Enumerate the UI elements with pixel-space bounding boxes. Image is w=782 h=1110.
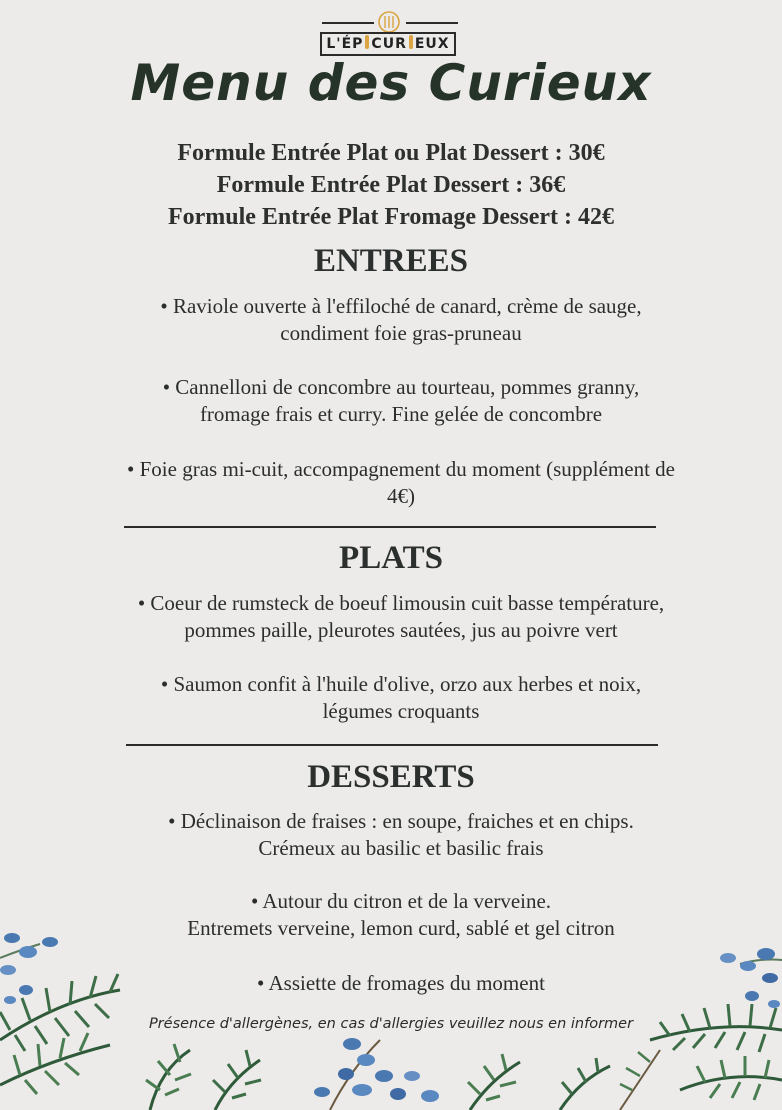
restaurant-logo <box>320 10 460 60</box>
menu-item-line: • Autour du citron et de la verveine. <box>250 889 552 913</box>
center-berries-icon <box>314 1038 610 1110</box>
formule-1: Formule Entrée Plat ou Plat Dessert : 30€ <box>177 140 605 166</box>
section-divider <box>126 744 658 746</box>
menu-item-line: • Coeur de rumsteck de boeuf limousin cuit basse température, <box>137 591 665 615</box>
menu-item-line: pommes paille, pleurotes sautées, jus au poivre vert <box>184 618 618 642</box>
menu-item-dessert-3 <box>60 970 742 997</box>
wheat-icon <box>409 35 413 49</box>
allergen-notice: Présence d'allergènes, en cas d'allergies veuillez nous en informer <box>148 1016 634 1032</box>
menu-item-line: • Saumon confit à l'huile d'olive, orzo aux herbes et noix, <box>160 672 642 696</box>
section-title-entrees: ENTREES <box>313 243 469 279</box>
logo-wordmark <box>320 32 456 56</box>
menu-title: Menu des Curieux <box>130 54 652 112</box>
section-divider <box>124 526 656 528</box>
formule-3: Formule Entrée Plat Fromage Dessert : 42€ <box>167 204 615 230</box>
formules-list <box>0 137 782 233</box>
menu-item-line: • Déclinaison de fraises : en soupe, fraiches et en chips. <box>168 809 634 833</box>
menu-item-dessert-1 <box>60 808 742 862</box>
menu-item-line: • Assiette de fromages du moment <box>257 971 545 995</box>
menu-item-line: fromage frais et curry. Fine gelée de concombre <box>199 402 603 426</box>
menu-item-entree-3 <box>40 456 762 510</box>
menu-item-line: Crémeux au basilic et basilic frais <box>258 836 544 860</box>
menu-item-line: Entremets verveine, lemon curd, sablé et gel citron <box>187 916 615 940</box>
menu-item-line: 4€) <box>387 484 415 508</box>
menu-item-entree-2 <box>60 374 742 428</box>
menu-item-plat-1 <box>40 590 762 644</box>
formule-2: Formule Entrée Plat Dessert : 36€ <box>216 172 566 198</box>
menu-item-entree-1 <box>60 293 742 347</box>
logo-text-left: L'ÉP <box>326 36 364 52</box>
menu-item-dessert-2 <box>60 888 742 942</box>
logo-rule-left <box>322 22 374 24</box>
menu-item-line: condiment foie gras-pruneau <box>280 321 522 345</box>
menu-item-plat-2 <box>60 671 742 725</box>
section-title-desserts: DESSERTS <box>307 759 475 795</box>
menu-item-line: • Foie gras mi-cuit, accompagnement du moment (supplément de <box>127 457 675 481</box>
logo-text-right: EUX <box>414 36 450 52</box>
menu-item-line: • Cannelloni de concombre au tourteau, pommes granny, <box>162 375 640 399</box>
logo-rule-right <box>406 22 458 24</box>
menu-item-line: légumes croquants <box>322 699 480 723</box>
wheat-icon <box>365 35 369 49</box>
logo-text-mid: CUR <box>371 36 407 52</box>
section-title-plats: PLATS <box>339 540 443 576</box>
menu-item-line: • Raviole ouverte à l'effiloché de canard, crème de sauge, <box>160 294 642 318</box>
